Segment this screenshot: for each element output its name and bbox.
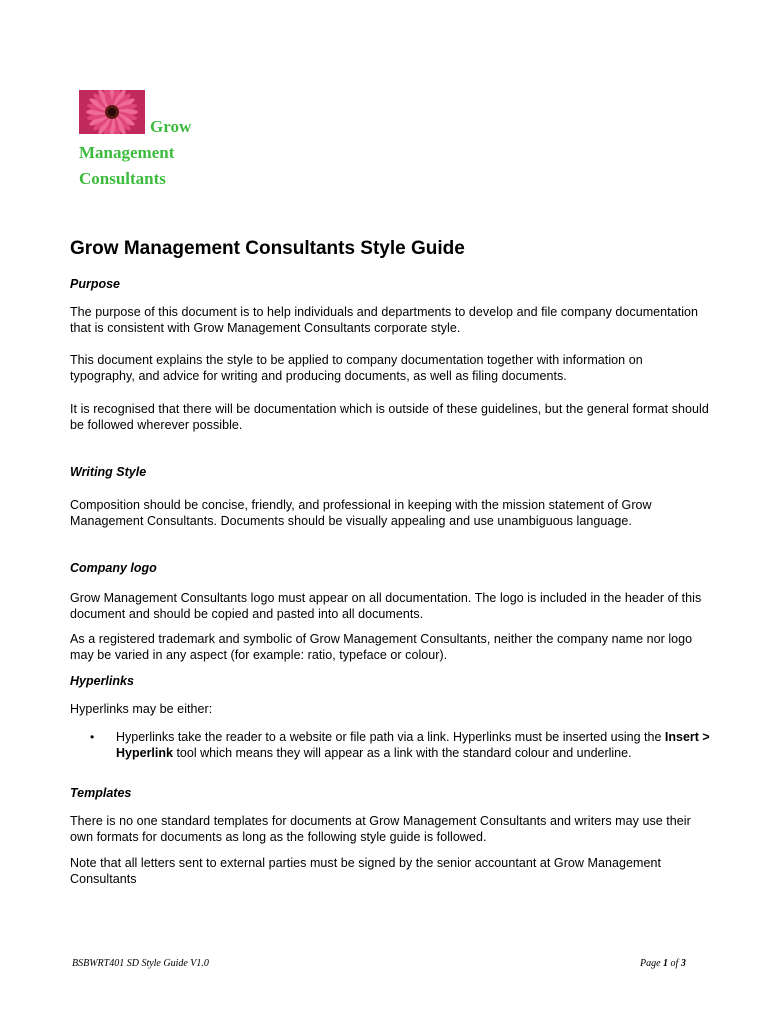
heading-templates: Templates [70, 786, 132, 800]
logo-text-line-1: Grow [150, 117, 192, 136]
logo-text-line-3: Consultants [79, 169, 166, 188]
company-logo-paragraph-1: Grow Management Consultants logo must appear on all documentation. The logo is included in the header of this document and should be copied and pasted into all documents. [70, 591, 702, 621]
templates-paragraph-2: Note that all letters sent to external parties must be signed by the senior accountant at Grow Management Consultants [70, 856, 661, 886]
footer-page-number [640, 958, 686, 969]
templates-paragraph-1: There is no one standard templates for documents at Grow Management Consultants and writers may use their own formats for documents as long as the following style guide is followed. [70, 814, 691, 844]
footer-page-total: 3 [680, 958, 686, 969]
hyperlinks-paragraph: Hyperlinks may be either: [70, 702, 213, 716]
footer-page-current: 1 [663, 958, 669, 969]
footer-document-id: BSBWRT401 SD Style Guide V1.0 [72, 958, 209, 969]
company-logo-paragraph-2: As a registered trademark and symbolic of Grow Management Consultants, neither the company name nor logo may be varied in any aspect (for example: ratio, typeface or colour). [70, 632, 693, 662]
footer-page-of: of [670, 958, 679, 969]
bullet-marker: • [90, 730, 95, 744]
logo-text-line-2: Management [79, 143, 175, 162]
footer-page-label: Page [640, 958, 661, 969]
purpose-paragraph-3: It is recognised that there will be documentation which is outside of these guidelines, but the general format should be followed wherever possible. [70, 402, 709, 432]
heading-company-logo: Company logo [70, 561, 157, 575]
company-logo [79, 90, 279, 200]
writing-style-paragraph: Composition should be concise, friendly, and professional in keeping with the mission statement of Grow Management Consultants. Documents should be visually appealing and use unambiguous language. [70, 498, 652, 528]
hyperlinks-bullet-text [116, 729, 716, 761]
bullet-text-bold: Insert > Hyperlink [116, 730, 710, 760]
purpose-paragraph-1: The purpose of this document is to help individuals and departments to develop and file company documentation that is consistent with Grow Management Consultants corporate style. [70, 305, 699, 335]
purpose-paragraph-2: This document explains the style to be applied to company documentation together with information on typography, and advice for writing and producing documents, as well as filing documents. [70, 353, 643, 383]
heading-purpose: Purpose [70, 277, 121, 291]
heading-writing-style: Writing Style [70, 465, 147, 479]
bullet-text-start: Hyperlinks take the reader to a website or file path via a link. Hyperlinks must be inserted using the [116, 730, 665, 744]
heading-hyperlinks: Hyperlinks [70, 674, 134, 688]
flower-logo-image [79, 90, 145, 134]
bullet-text-end: tool which means they will appear as a link with the standard colour and underline. [172, 746, 632, 760]
document-title: Grow Management Consultants Style Guide [70, 238, 465, 259]
